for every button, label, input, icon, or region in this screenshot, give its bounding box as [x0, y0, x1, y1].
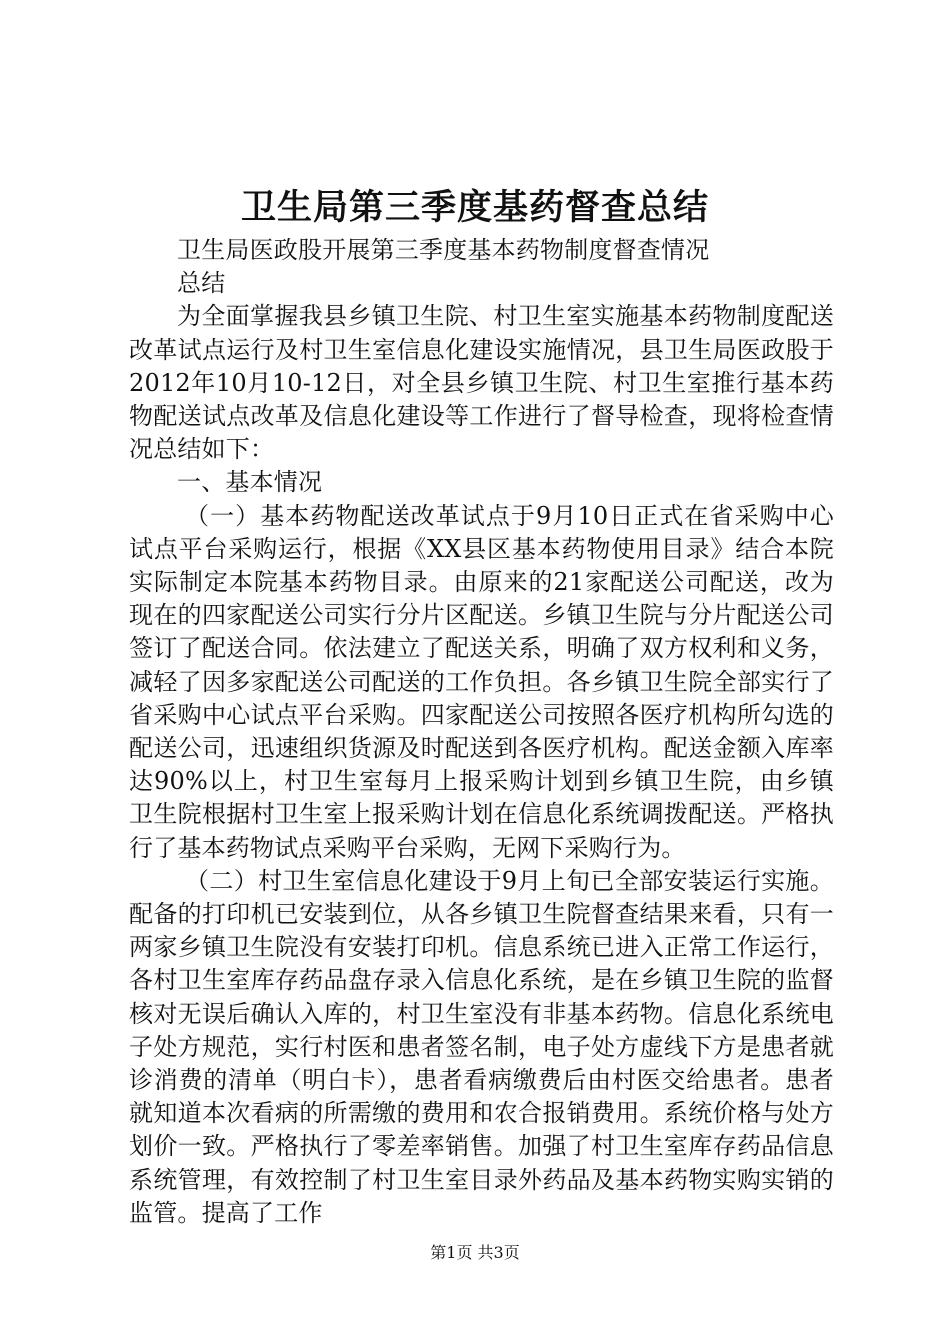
- section-heading: 一、基本情况: [177, 468, 323, 497]
- document-body: [129, 234, 834, 1230]
- document-title: 卫生局第三季度基药督查总结: [240, 187, 709, 228]
- paragraph-2: （二）村卫生室信息化建设于9月上旬已全部安装运行实施。配备的打印机已安装到位，从各乡镇卫生院督查结果来看，只有一两家乡镇卫生院没有安装打印机。信息系统已进入正常工作运行，各村卫生室库存药品盘存录入信息化系统，是在乡镇卫生院的监督核对无误后确认入库的，村卫生室没有非基本药物。信息化系统电子处方规范，实行村医和患者签名制，电子处方虚线下方是患者就诊消费的清单（明白卡），患者看病缴费后由村医交给患者。患者就知道本次看病的所需缴的费用和农合报销费用。系统价格与处方划价一致。严格执行了零差率销售。加强了村卫生室库存药品信息系统管理，有效控制了村卫生室目录外药品及基本药物实购实销的监管。提高了工作: [129, 866, 834, 1227]
- intro-paragraph: 为全面掌握我县乡镇卫生院、村卫生室实施基本药物制度配送改革试点运行及村卫生室信息化建设实施情况，县卫生局医政股于2012年10月10-12日，对全县乡镇卫生院、村卫生室推行基本药物配送试点改革及信息化建设等工作进行了督导检查，现将检查情况总结如下：: [129, 302, 834, 464]
- page-footer: 第1页 共3页: [430, 1243, 520, 1262]
- paragraph-1: （一）基本药物配送改革试点于9月10日正式在省采购中心试点平台采购运行，根据《XX县区基本药物使用目录》结合本院实际制定本院基本药物目录。由原来的21家配送公司配送，改为现在的四家配送公司实行分片区配送。乡镇卫生院与分片配送公司签订了配送合同。依法建立了配送关系，明确了双方权利和义务，减轻了因多家配送公司配送的工作负担。各乡镇卫生院全部实行了省采购中心试点平台采购。四家配送公司按照各医疗机构所勾选的配送公司，迅速组织货源及时配送到各医疗机构。配送金额入库率达90%以上，村卫生室每月上报采购计划到乡镇卫生院，由乡镇卫生院根据村卫生室上报采购计划在信息化系统调拨配送。严格执行了基本药物试点采购平台采购，无网下采购行为。: [129, 501, 834, 862]
- document-subtitle: 卫生局医政股开展第三季度基本药物制度督查情况总结: [177, 236, 710, 298]
